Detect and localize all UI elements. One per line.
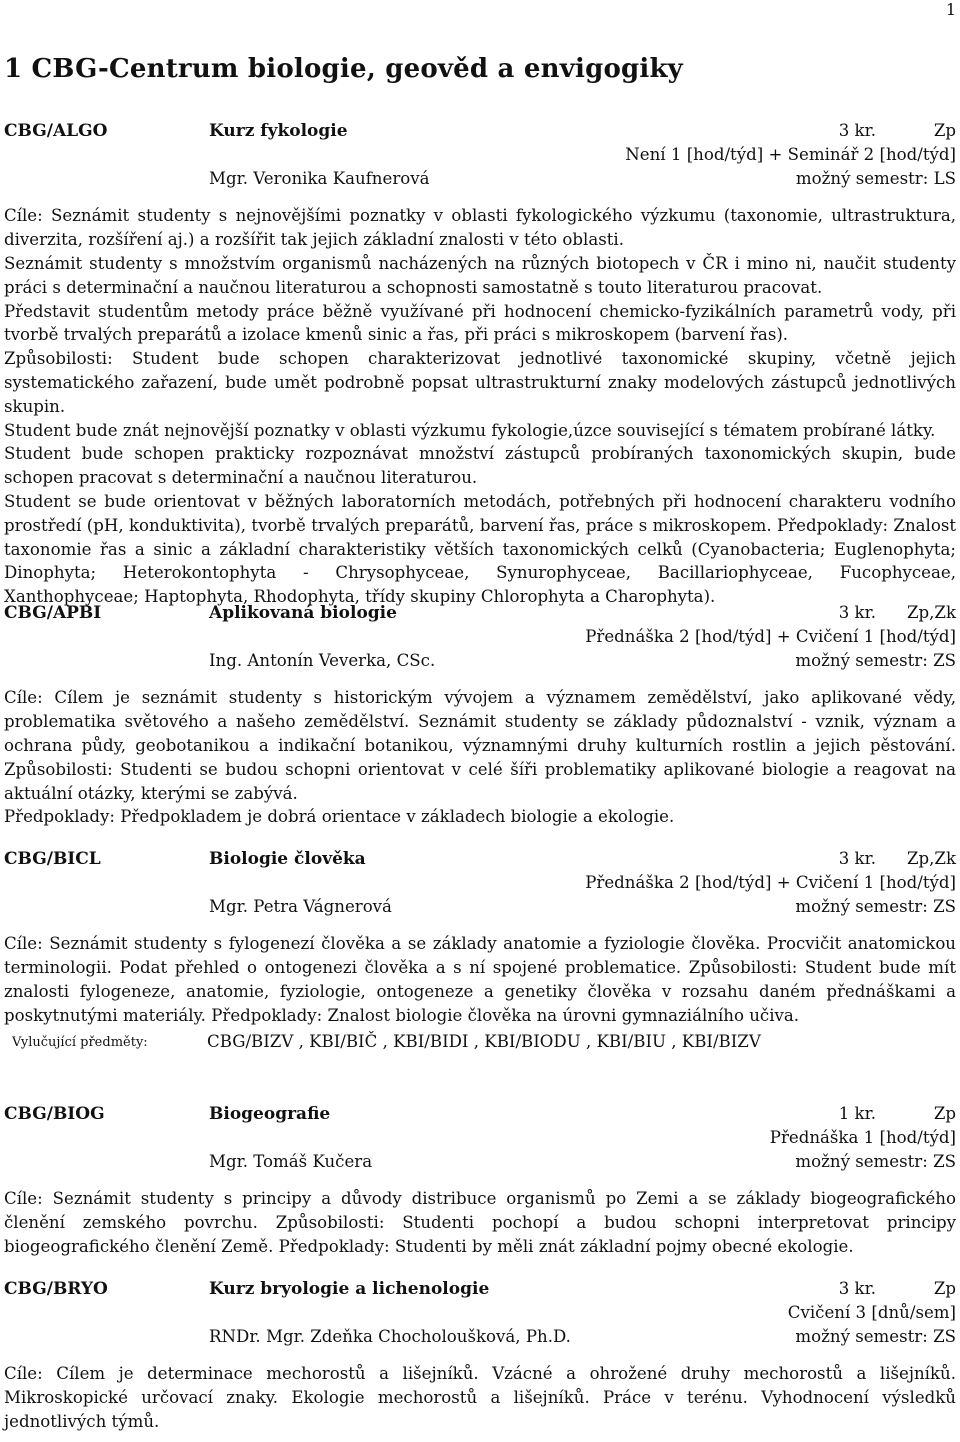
course-credits: 3 kr. bbox=[838, 849, 876, 868]
course-title: Biogeografie bbox=[209, 1104, 331, 1124]
course-exam: Zp bbox=[933, 121, 956, 140]
section-title: 1 CBG-Centrum biologie, geověd a envigogiky bbox=[4, 54, 683, 84]
course-credits: 3 kr. bbox=[838, 1279, 876, 1298]
course-bryo bbox=[4, 1277, 956, 1434]
course-header bbox=[4, 119, 956, 190]
paragraph: Student bude schopen prakticky rozpoznávat množství zástupců probíraných taxonomických skupin, bude schopen pracovat s determinační a naučnou literaturou. bbox=[4, 444, 956, 488]
course-exam: Zp,Zk bbox=[906, 849, 956, 868]
course-algo bbox=[4, 119, 956, 609]
course-description bbox=[4, 932, 956, 1027]
course-header bbox=[4, 601, 956, 672]
course-teacher: Mgr. Petra Vágnerová bbox=[209, 896, 392, 916]
course-apbi bbox=[4, 601, 956, 829]
course-semester: možný semestr: ZS bbox=[795, 1151, 956, 1171]
course-hours: Přednáška 1 [hod/týd] bbox=[769, 1127, 956, 1147]
course-teacher: Mgr. Tomáš Kučera bbox=[209, 1151, 373, 1171]
course-header bbox=[4, 847, 956, 918]
course-title: Kurz bryologie a lichenologie bbox=[209, 1279, 490, 1299]
course-hours: Přednáška 2 [hod/týd] + Cvičení 1 [hod/týd] bbox=[585, 872, 956, 892]
paragraph: Student se bude orientovat v běžných laboratorních metodách, potřebných při hodnocení charakteru vodního prostředí (pH, konduktivita), tvorbě trvalých preparátů, barvení řas, práce s mikroskopem. Předpoklady: Znalost taxonomie řas a sinic a základní charakteristiky větších taxonomických celků (Cyanobacteria; Euglenophyta; Dinophyta; Heterokontophyta - Chrysophyceae, Synurophyceae, Bacillariophyceae, Fucophyceae, Xanthophyceae; Haptophyta, Rhodophyta, třídy skupiny Chlorophyta a Charophyta). bbox=[4, 491, 956, 607]
course-credits: 1 kr. bbox=[838, 1104, 876, 1123]
paragraph: Cíle: Seznámit studenty s nejnovějšími poznatky v oblasti fykologického výzkumu (taxonomie, ultrastruktura, diverzita, rozšíření aj.) a rozšířit tak jejich základní znalosti v této oblasti. bbox=[4, 206, 956, 250]
course-hours: Není 1 [hod/týd] + Seminář 2 [hod/týd] bbox=[625, 144, 956, 164]
course-exam: Zp bbox=[933, 1279, 956, 1298]
course-credits: 3 kr. bbox=[838, 603, 876, 622]
paragraph: Předpoklady: Předpokladem je dobrá orientace v základech biologie a ekologie. bbox=[4, 807, 675, 827]
course-hours: Přednáška 2 [hod/týd] + Cvičení 1 [hod/týd] bbox=[585, 626, 956, 646]
course-teacher: RNDr. Mgr. Zdeňka Chocholoušková, Ph.D. bbox=[209, 1326, 571, 1346]
course-hours: Cvičení 3 [dnů/sem] bbox=[787, 1302, 956, 1322]
page-number: 1 bbox=[945, 0, 956, 19]
course-code: CBG/BIOG bbox=[4, 1104, 105, 1124]
course-bicl bbox=[4, 847, 956, 1054]
course-code: CBG/BICL bbox=[4, 849, 101, 869]
course-semester: možný semestr: LS bbox=[795, 168, 956, 188]
course-teacher: Ing. Antonín Veverka, CSc. bbox=[209, 650, 436, 670]
paragraph: Seznámit studenty s množstvím organismů nacházených na různých biotopech v ČR i mino ni, naučit studenty práci s determinační a naučnou literaturou a schopnosti samostatně s touto literaturou pracovat. bbox=[4, 253, 956, 297]
paragraph: Cíle: Cílem je seznámit studenty s historickým vývojem a významem zemědělství, jako aplikované vědy, problematika světového a našeho zemědělství. Seznámit studenty se základy půdoznalství - vznik, význam a ochrana půdy, geobotanikou a indikační botanikou, významnými druhy kulturních rostlin a jejich pěstování. Způsobilosti: Studenti se budou schopni orientovat v celé šíři problematiky aplikované biologie a reagovat na aktuální otázky, kterými se zabývá. bbox=[4, 688, 956, 803]
course-semester: možný semestr: ZS bbox=[795, 650, 956, 670]
paragraph: Student bude znát nejnovější poznatky v oblasti výzkumu fykologie,úzce související s tématem probírané látky. bbox=[4, 420, 936, 440]
course-exam: Zp bbox=[933, 1104, 956, 1123]
course-header bbox=[4, 1277, 956, 1348]
course-semester: možný semestr: ZS bbox=[795, 896, 956, 916]
excluded-label: Vylučující předměty: bbox=[12, 1034, 148, 1050]
paragraph: Představit studentům metody práce běžně využívané při hodnocení chemicko-fyzikálních parametrů vody, při tvorbě trvalých preparátů a izolace kmenů sinic a řas, při práci s mikroskopem (barvení řas). bbox=[4, 301, 956, 345]
course-description bbox=[4, 1187, 956, 1258]
paragraph: Cíle: Seznámit studenty s principy a důvody distribuce organismů po Zemi a se základy biogeografického členění zemského povrchu. Způsobilosti: Studenti pochopí a budou schopni interpretovat principy biogeografického členění Země. Předpoklady: Studenti by měli znát základní pojmy obecné ekologie. bbox=[4, 1189, 956, 1256]
course-description bbox=[4, 686, 956, 829]
course-biog bbox=[4, 1102, 956, 1259]
course-title: Biologie člověka bbox=[209, 849, 366, 869]
course-semester: možný semestr: ZS bbox=[795, 1326, 956, 1346]
course-title: Kurz fykologie bbox=[209, 121, 348, 141]
paragraph: Cíle: Seznámit studenty s fylogenezí člověka a se základy anatomie a fyziologie člověka. Procvičit anatomickou terminologii. Podat přehled o ontogenezi člověka a s ní spojené problematice. Způsobilosti: Student bude mít znalosti fylogeneze, anatomie, fyziologie, ontogeneze a genetiky člověka v rozsahu daném přednáškami a poskytnutými materiály. Předpoklady: Znalost biologie člověka na úrovni gymnaziálního učiva. bbox=[4, 934, 956, 1025]
excluded-courses bbox=[4, 1030, 956, 1055]
excluded-list: CBG/BIZV , KBI/BIČ , KBI/BIDI , KBI/BIODU , KBI/BIU , KBI/BIZV bbox=[207, 1031, 761, 1051]
course-header bbox=[4, 1102, 956, 1173]
paragraph: Způsobilosti: Student bude schopen charakterizovat jednotlivé taxonomické skupiny, včetně jejich systematického zařazení, bude umět podrobně popsat ultrastrukturní znaky modelových zástupců jednotlivých skupin. bbox=[4, 349, 956, 416]
course-credits: 3 kr. bbox=[838, 121, 876, 140]
course-code: CBG/ALGO bbox=[4, 121, 108, 141]
course-exam: Zp,Zk bbox=[906, 603, 956, 622]
paragraph: Cíle: Cílem je determinace mechorostů a lišejníků. Vzácné a ohrožené druhy mechorostů a lišejníků. Mikroskopické určovací znaky. Ekologie mechorostů a lišejníků. Práce v terénu. Vyhodnocení výsledků jednotlivých týmů. bbox=[4, 1364, 956, 1431]
course-code: CBG/APBI bbox=[4, 603, 102, 623]
course-teacher: Mgr. Veronika Kaufnerová bbox=[209, 168, 430, 188]
course-description bbox=[4, 1362, 956, 1433]
course-title: Aplikovaná biologie bbox=[209, 603, 397, 623]
course-description bbox=[4, 204, 956, 609]
course-code: CBG/BRYO bbox=[4, 1279, 108, 1299]
